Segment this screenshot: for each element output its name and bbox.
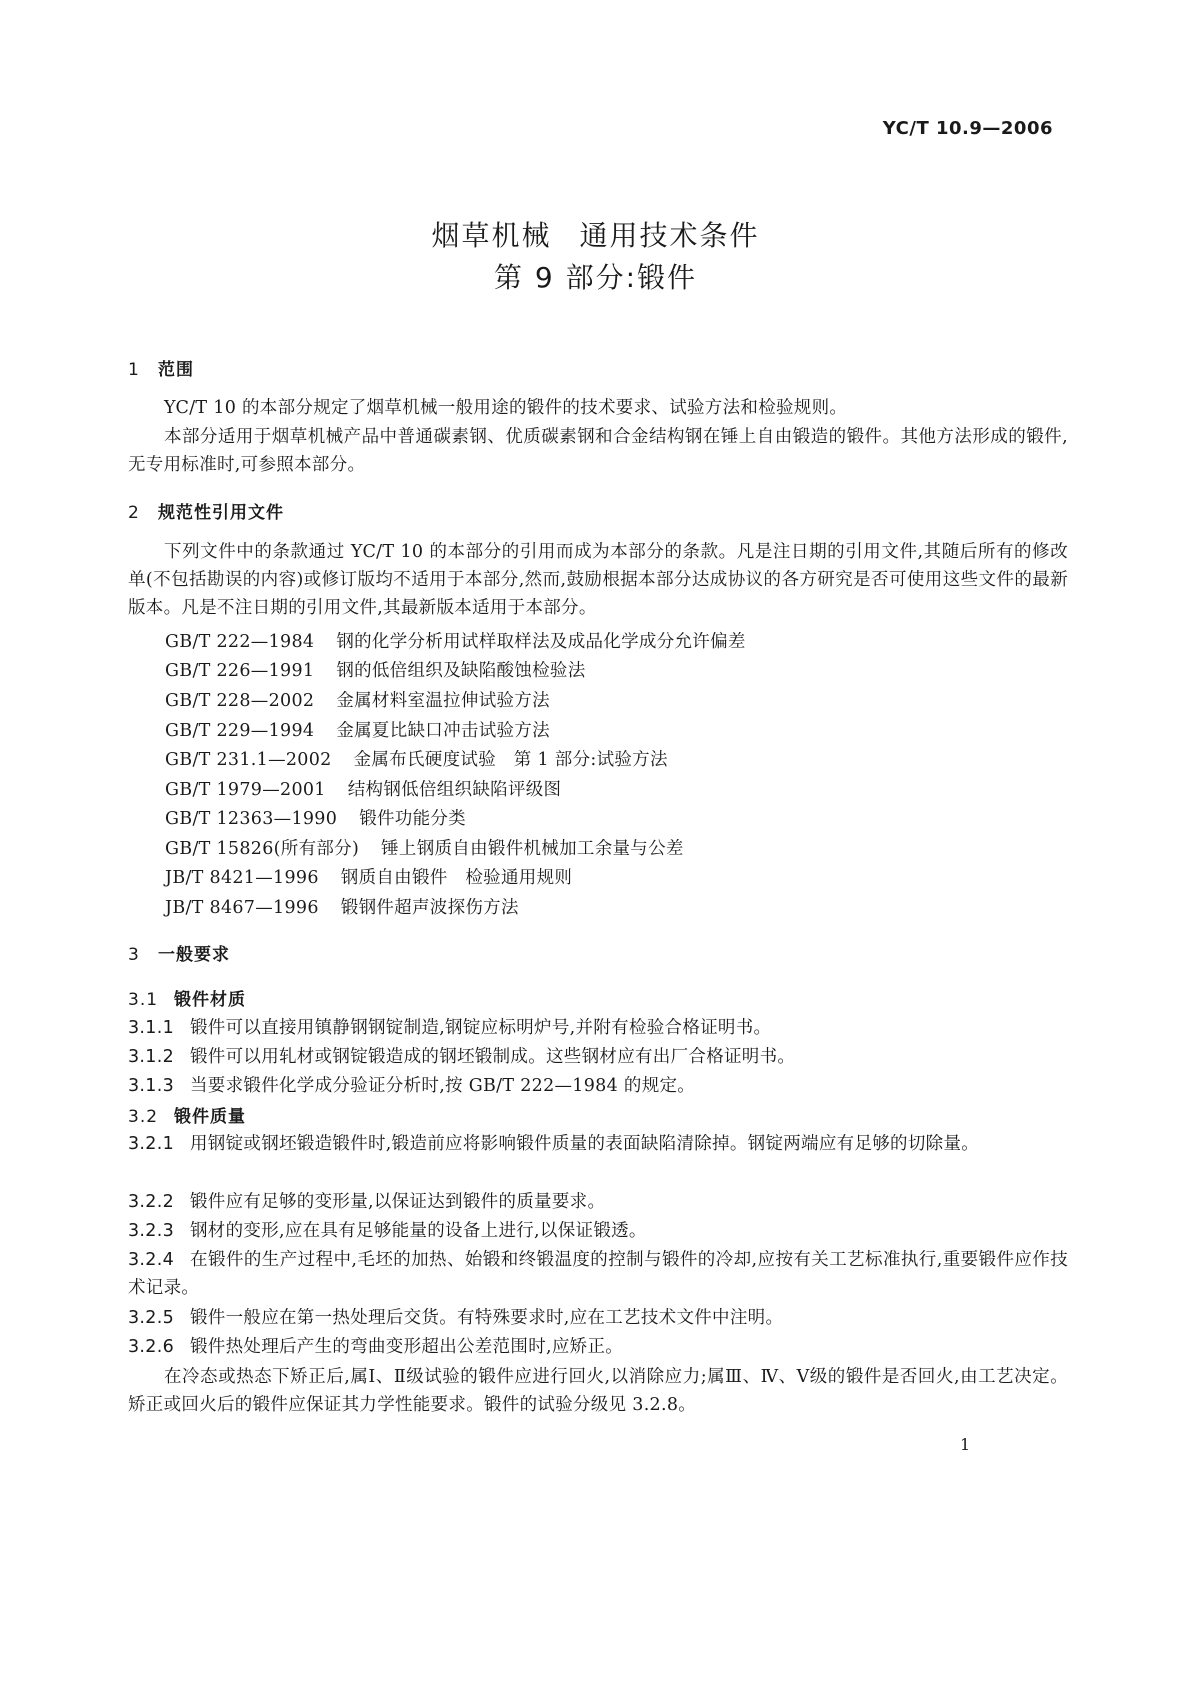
title-part-b: 通用技术条件 bbox=[579, 219, 760, 252]
reference-code: GB/T 12363—1990 bbox=[165, 809, 338, 829]
reference-item bbox=[165, 805, 466, 830]
clause-number: 3.2.5 bbox=[128, 1308, 175, 1328]
reference-title: 锻件功能分类 bbox=[359, 809, 466, 829]
title-part-a: 烟草机械 bbox=[431, 219, 552, 252]
clause-3-1-1 bbox=[128, 1014, 1068, 1042]
standard-number: YC/T 10.9—2006 bbox=[882, 118, 1053, 139]
clause-text: 钢材的变形,应在具有足够能量的设备上进行,以保证锻透。 bbox=[190, 1221, 647, 1241]
clause-text: 在锻件的生产过程中,毛坯的加热、始锻和终锻温度的控制与锻件的冷却,应按有关工艺标准执行,重要锻件应作技术记录。 bbox=[128, 1250, 1068, 1298]
section-2-heading bbox=[128, 498, 284, 523]
reference-item bbox=[165, 657, 586, 682]
section-title: 范围 bbox=[158, 360, 194, 380]
reference-item bbox=[165, 776, 561, 801]
reference-title: 结构钢低倍组织缺陷评级图 bbox=[347, 780, 562, 800]
reference-code: GB/T 15826(所有部分) bbox=[165, 839, 360, 859]
section-1-para-1: YC/T 10 的本部分规定了烟草机械一般用途的锻件的技术要求、试验方法和检验规则。 bbox=[164, 398, 848, 418]
reference-code: GB/T 1979—2001 bbox=[165, 780, 326, 800]
clause-text: 锻件热处理后产生的弯曲变形超出公差范围时,应矫正。 bbox=[190, 1337, 624, 1357]
clause-number: 3.2.4 bbox=[128, 1250, 175, 1270]
section-number: 3 bbox=[128, 945, 140, 965]
clause-number: 3.2.1 bbox=[128, 1134, 175, 1154]
reference-code: GB/T 231.1—2002 bbox=[165, 750, 332, 770]
clause-text: 锻件可以用轧材或钢锭锻造成的钢坯锻制成。这些钢材应有出厂合格证明书。 bbox=[190, 1047, 796, 1067]
section-title: 一般要求 bbox=[158, 945, 230, 965]
clause-text: 锻件应有足够的变形量,以保证达到锻件的质量要求。 bbox=[190, 1192, 606, 1212]
subsection-number: 3.2 bbox=[128, 1107, 159, 1127]
reference-title: 锻钢件超声波探伤方法 bbox=[340, 898, 519, 918]
subsection-3-2-heading bbox=[128, 1102, 246, 1127]
reference-item bbox=[165, 717, 550, 742]
clause-number: 3.2.3 bbox=[128, 1221, 175, 1241]
reference-code: GB/T 229—1994 bbox=[165, 721, 315, 741]
reference-title: 金属夏比缺口冲击试验方法 bbox=[336, 721, 550, 741]
reference-title: 钢的低倍组织及缺陷酸蚀检验法 bbox=[336, 661, 586, 681]
reference-item bbox=[165, 746, 668, 771]
document-subtitle: 第 9 部分:锻件 bbox=[493, 261, 698, 294]
section-2-para-1: 下列文件中的条款通过 YC/T 10 的本部分的引用而成为本部分的条款。凡是注日期的引用文件,其随后所有的修改单(不包括勘误的内容)或修订版均不适用于本部分,然而,鼓励根据本部分达成协议的各方研究是否可使用这些文件的最新版本。凡是不注日期的引用文件,其最新版本适用于本部分。 bbox=[128, 542, 1068, 618]
section-number: 2 bbox=[128, 503, 140, 523]
clause-3-2-6 bbox=[128, 1333, 1068, 1361]
document-title bbox=[0, 214, 1191, 254]
clause-3-2-4 bbox=[128, 1246, 1068, 1302]
clause-3-2-5 bbox=[128, 1304, 1068, 1332]
clause-number: 3.1.1 bbox=[128, 1018, 175, 1038]
clause-3-2-1 bbox=[128, 1130, 1068, 1158]
clause-3-1-2 bbox=[128, 1043, 1068, 1071]
section-3-heading bbox=[128, 940, 230, 965]
reference-title: 金属布氏硬度试验 第 1 部分:试验方法 bbox=[353, 750, 668, 770]
clause-text: 锻件一般应在第一热处理后交货。有特殊要求时,应在工艺技术文件中注明。 bbox=[190, 1308, 784, 1328]
reference-item bbox=[165, 894, 519, 919]
reference-item bbox=[165, 687, 550, 712]
clause-text: 用钢锭或钢坯锻造锻件时,锻造前应将影响锻件质量的表面缺陷清除掉。钢锭两端应有足够的切除量。 bbox=[190, 1134, 980, 1154]
clause-3-2-3 bbox=[128, 1217, 1068, 1245]
clause-text: 锻件可以直接用镇静钢钢锭制造,钢锭应标明炉号,并附有检验合格证明书。 bbox=[190, 1018, 772, 1038]
subsection-title: 锻件材质 bbox=[174, 990, 246, 1010]
section-title: 规范性引用文件 bbox=[158, 503, 284, 523]
subsection-3-1-heading bbox=[128, 985, 246, 1010]
reference-title: 锤上钢质自由锻件机械加工余量与公差 bbox=[381, 839, 684, 859]
clause-3-2-2 bbox=[128, 1188, 1068, 1216]
clause-number: 3.2.6 bbox=[128, 1337, 175, 1357]
subsection-title: 锻件质量 bbox=[174, 1107, 246, 1127]
reference-code: JB/T 8421—1996 bbox=[165, 868, 319, 888]
reference-item bbox=[165, 835, 684, 860]
page-number: 1 bbox=[960, 1435, 971, 1454]
clause-text: 当要求锻件化学成分验证分析时,按 GB/T 222—1984 的规定。 bbox=[190, 1076, 696, 1096]
reference-code: GB/T 222—1984 bbox=[165, 632, 315, 652]
subsection-number: 3.1 bbox=[128, 990, 159, 1010]
section-1-para-2: 本部分适用于烟草机械产品中普通碳素钢、优质碳素钢和合金结构钢在锤上自由锻造的锻件。其他方法形成的锻件,无专用标准时,可参照本部分。 bbox=[128, 427, 1068, 475]
reference-code: JB/T 8467—1996 bbox=[165, 898, 319, 918]
reference-code: GB/T 226—1991 bbox=[165, 661, 315, 681]
reference-title: 钢的化学分析用试样取样法及成品化学成分允许偏差 bbox=[336, 632, 746, 652]
reference-item bbox=[165, 864, 572, 889]
clause-number: 3.1.3 bbox=[128, 1076, 175, 1096]
clause-number: 3.2.2 bbox=[128, 1192, 175, 1212]
clause-3-2-6-note: 在冷态或热态下矫正后,属Ⅰ、Ⅱ级试验的锻件应进行回火,以消除应力;属Ⅲ、Ⅳ、Ⅴ级的锻件是否回火,由工艺决定。矫正或回火后的锻件应保证其力学性能要求。锻件的试验分级见 3.2.8。 bbox=[128, 1367, 1068, 1415]
reference-title: 金属材料室温拉伸试验方法 bbox=[336, 691, 550, 711]
section-1-heading bbox=[128, 355, 194, 380]
clause-3-1-3 bbox=[128, 1072, 1068, 1100]
reference-item bbox=[165, 628, 746, 653]
reference-title: 钢质自由锻件 检验通用规则 bbox=[340, 868, 573, 888]
reference-code: GB/T 228—2002 bbox=[165, 691, 315, 711]
section-number: 1 bbox=[128, 360, 140, 380]
clause-number: 3.1.2 bbox=[128, 1047, 175, 1067]
